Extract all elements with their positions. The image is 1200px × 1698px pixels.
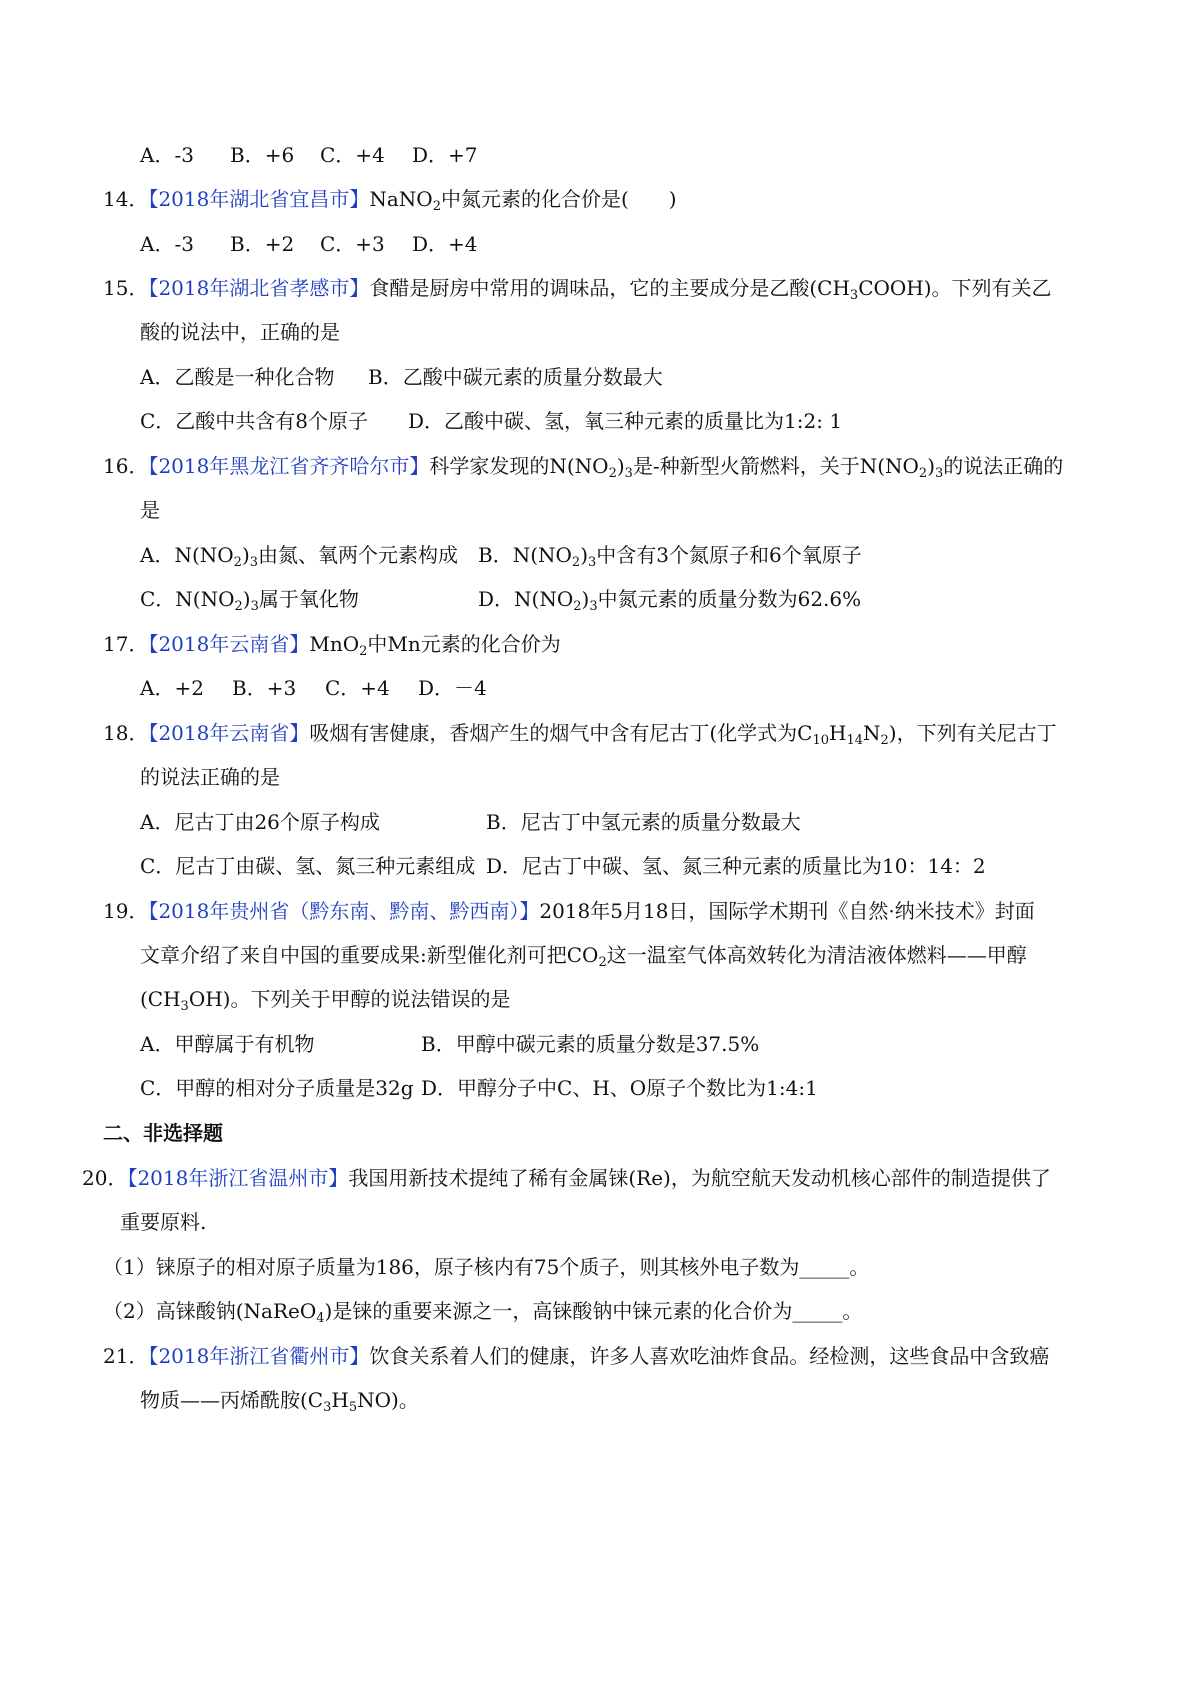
q19-sub: 2: [598, 955, 607, 970]
q13-option-a: A．-3: [140, 143, 194, 167]
q16-sub-b: 2: [918, 466, 928, 481]
q21-sub1: 3: [323, 1400, 332, 1415]
q17-formula: MnO: [309, 632, 360, 656]
q19-option-a: A．甲醇属于有机物: [140, 1032, 315, 1056]
q21-h: H: [331, 1388, 349, 1412]
q20-part1: （1）铼原子的相对原子质量为186，原子核内有75个质子，则其核外电子数为_____。: [103, 1255, 870, 1279]
q16-source: 【2018年黑龙江省齐齐哈尔市】: [148, 454, 430, 478]
q14-stem: [103, 185, 677, 213]
q16-option-a: A．$N(NO_2)_3$由氮、氧两个元素构成: [140, 543, 459, 570]
q19-option-b: B．甲醇中碳元素的质量分数是37.5%: [421, 1032, 760, 1056]
q15-option-b: B．乙酸中碳元素的质量分数最大: [368, 365, 663, 389]
q17-source: 【2018年云南省】: [148, 632, 310, 656]
q16-stem-line1: [103, 452, 1063, 480]
q19-option-d: D．甲醇分子中C、H、O原子个数比为1:4:1: [421, 1076, 818, 1100]
q14-number: 14．: [103, 187, 149, 211]
q14-option-a: A．-3: [140, 232, 194, 256]
q18-sub3: 2: [880, 733, 889, 748]
q16-sub3-b: 3: [935, 466, 944, 481]
q15-source: 【2018年湖北省孝感市】: [148, 276, 370, 300]
q14-option-d: D．+4: [412, 232, 478, 256]
q20-stem-line1: [82, 1164, 1051, 1192]
q19-number: 19．: [103, 899, 149, 923]
q16-text-end: 的说法正确的: [943, 454, 1064, 478]
q20-sub: 4: [316, 1311, 325, 1326]
section-heading: 二、非选择题: [103, 1121, 223, 1145]
q19-text-2b: 这一温室气体高效转化为清洁液体燃料——甲醇: [606, 943, 1027, 967]
q14-option-b: B．+2: [230, 232, 295, 256]
q20-text: 我国用新技术提纯了稀有金属铼(Re)，为航空航天发动机核心部件的制造提供了: [348, 1166, 1051, 1190]
q17-sub: 2: [359, 644, 368, 659]
q19-text: 2018年5月18日，国际学术期刊《自然·纳米技术》封面: [539, 899, 1035, 923]
q19-text-2: 文章介绍了来自中国的重要成果:新型催化剂可把CO: [140, 943, 599, 967]
q13-option-d: D．+7: [412, 143, 478, 167]
q18-option-d: D．尼古丁中碳、氢、氮三种元素的质量比为10：14：2: [486, 854, 986, 878]
q19-sub3: 3: [180, 999, 189, 1014]
q17-stem: [103, 630, 561, 658]
q21-source: 【2018年浙江省衢州市】: [148, 1344, 370, 1368]
q16-paren-b: ): [927, 454, 935, 478]
q19-source: 【2018年贵州省（黔东南、黔南、黔西南）】: [148, 899, 540, 923]
q16-option-c: C．$N(NO_2)_3$属于氧化物: [140, 587, 359, 614]
q18-n: N: [863, 721, 881, 745]
q18-number: 18．: [103, 721, 149, 745]
q18-source: 【2018年云南省】: [148, 721, 310, 745]
q16-stem-line2: 是: [140, 498, 160, 522]
q17-number: 17．: [103, 632, 149, 656]
q15-stem-line2: 酸的说法中，正确的是: [140, 320, 340, 344]
q18-text: 吸烟有害健康，香烟产生的烟气中含有尼古丁(化学式为C: [309, 721, 813, 745]
q13-option-c: C．+4: [320, 143, 385, 167]
q16-option-b: B．$N(NO_2)_3$中含有3个氮原子和6个氧原子: [478, 543, 862, 570]
q21-text: 饮食关系着人们的健康，许多人喜欢吃油炸食品。经检测，这些食品中含致癌: [369, 1344, 1050, 1368]
q17-option-d: D．－4: [418, 676, 487, 700]
q21-text-end: NO)。: [357, 1388, 419, 1412]
q19-stem-line3: [140, 985, 510, 1013]
q13-option-b: B．+6: [230, 143, 295, 167]
q17-option-a: A．+2: [140, 676, 204, 700]
q18-stem-line1: [103, 719, 1057, 747]
q16-text: 科学家发现的N(NO: [429, 454, 609, 478]
q20-part2-text-b: )是铼的重要来源之一，高铼酸钠中铼元素的化合价为_____。: [324, 1299, 863, 1323]
q21-stem-line1: [103, 1342, 1049, 1370]
q14-source: 【2018年湖北省宜昌市】: [148, 187, 370, 211]
q17-option-c: C．+4: [325, 676, 390, 700]
q21-sub2: 5: [348, 1400, 358, 1415]
q16-number: 16．: [103, 454, 149, 478]
q15-option-d: D．乙酸中碳、氢，氧三种元素的质量比为1:2: 1: [408, 409, 843, 433]
q16-text-cont: 是-种新型火箭燃料，关于N(NO: [632, 454, 919, 478]
q17-text: 中Mn元素的化合价为: [367, 632, 561, 656]
q21-number: 21．: [103, 1344, 149, 1368]
q19-stem-line2: [140, 941, 1027, 969]
q15-subscript: 3: [849, 288, 859, 303]
q16-sub3: 3: [624, 466, 633, 481]
q21-stem-line2: [140, 1386, 419, 1414]
q20-number: 20．: [82, 1166, 128, 1190]
q16-paren: ): [616, 454, 625, 478]
q17-option-b: B．+3: [232, 676, 297, 700]
q15-option-c: C．乙酸中共含有8个原子: [140, 409, 369, 433]
q20-source: 【2018年浙江省温州市】: [127, 1166, 349, 1190]
q18-sub2: 14: [846, 733, 864, 748]
q14-formula: NaNO$_2$: [369, 187, 441, 214]
q20-part2: [103, 1297, 862, 1325]
q15-text-cont: COOH)。下列有关乙: [858, 276, 1052, 300]
q15-option-a: A．乙酸是一种化合物: [140, 365, 335, 389]
q20-part2-text: （2）高铼酸钠(NaReO: [103, 1299, 317, 1323]
q15-number: 15．: [103, 276, 149, 300]
q19-text-3: (CH: [140, 987, 181, 1011]
q18-h: H: [829, 721, 847, 745]
q18-text-end: )，下列有关尼古丁: [888, 721, 1057, 745]
q18-option-c: C．尼古丁由碳、氢、氮三种元素组成: [140, 854, 476, 878]
q21-text-2: 物质——丙烯酰胺(C: [140, 1388, 324, 1412]
q15-text: 食醋是厨房中常用的调味品，它的主要成分是乙酸(CH: [369, 276, 850, 300]
q18-sub1: 10: [812, 733, 830, 748]
q18-option-a: A．尼古丁由26个原子构成: [140, 810, 380, 834]
q18-option-b: B．尼古丁中氢元素的质量分数最大: [486, 810, 801, 834]
q14-text: 中氮元素的化合价是( ): [440, 187, 677, 211]
q20-stem-line2: 重要原料.: [120, 1210, 207, 1234]
q18-stem-line2: 的说法正确的是: [140, 765, 280, 789]
q19-stem-line1: [103, 897, 1035, 925]
q19-option-c: C．甲醇的相对分子质量是32g: [140, 1076, 414, 1100]
q16-option-d: D．$N(NO_2)_3$中氮元素的质量分数为62.6%: [478, 587, 862, 614]
q15-stem-line1: [103, 274, 1052, 302]
q16-sub: 2: [608, 466, 617, 481]
q19-text-3b: OH)。下列关于甲醇的说法错误的是: [188, 987, 511, 1011]
q14-option-c: C．+3: [320, 232, 385, 256]
